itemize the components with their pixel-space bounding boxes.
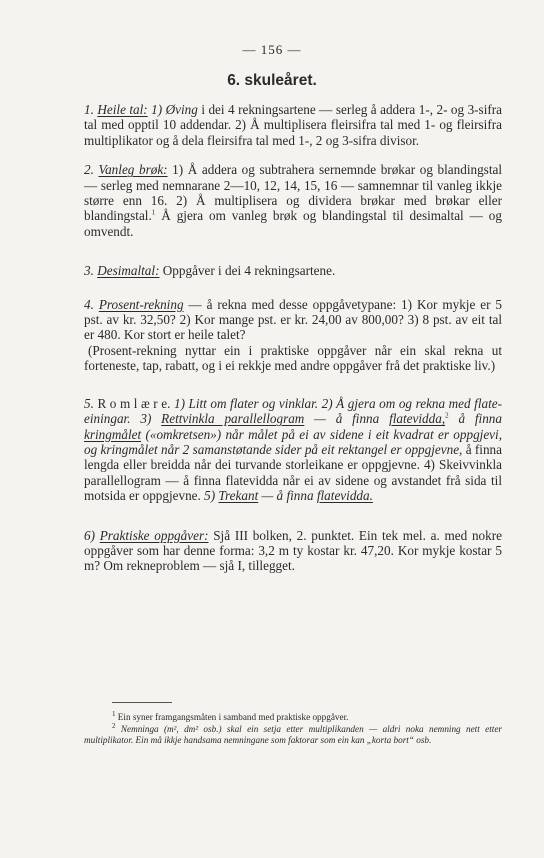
section-3 <box>84 263 502 278</box>
footnote-mark: 2 <box>112 721 116 730</box>
footnote-text: Nemninga (m², dm² osb.) skal ein setja etter multiplikanden — aldri noka nemning nett etter multiplikator. Ein må ikkje handsama nemningane som faktorar som ein kan „korta bort“ osb. <box>84 723 502 745</box>
footnote-1 <box>84 709 502 724</box>
text-run: Sjå III bolken, 2. punktet. Ein tek mel. a. med nokre oppgåver som har denne forma: 3,2 m ty kostar kr. 47,20. Kor mykje kostar 5 m? Om rekneproblem — sjå I, tillegget. <box>84 527 502 574</box>
section-extra: (Prosent-rekning nyttar ein i praktiske oppgåver når ein skal rekna ut forteneste, tap, rabatt, og i ei rekkje med andre oppgåver frå det praktiske liv.) <box>84 342 502 374</box>
section-number: 2. <box>84 162 99 178</box>
section-text <box>84 162 502 239</box>
footnote-2 <box>84 721 502 747</box>
footnote-ref: 2 <box>445 411 449 420</box>
section-text <box>84 102 502 148</box>
section-title: Praktiske oppgåver: <box>99 527 209 543</box>
section-number: 3. <box>84 263 98 279</box>
footnote-text: Ein syner framgangsmåten i samband med praktiske oppgåver. <box>115 712 349 722</box>
section-text <box>84 297 502 343</box>
section-number: 1. <box>84 102 98 117</box>
footnote-mark: 1 <box>112 709 116 718</box>
text-run: 1) Litt om flater og vinklar. 2) Å gjera om og rekna med flate-einingar. 3) <box>84 395 503 427</box>
text-run: Rettvinkla parallellogram <box>161 411 305 427</box>
section-4 <box>84 297 502 374</box>
text-run: 1) Å addera og subtrahera sernemnde brøkar og blandingstal — serleg med nemnarane 2—10, 12, 14, 15, 16 — samnemnar til vanleg ikkje større enn 16. 2) Å multiplisera og dividera brøkar med brøkar eller blandingstal. <box>84 162 502 224</box>
text-run: — å rekna med desse oppgåvetypane: 1) Kor mykje er 5 pst. av kr. 32,50? 2) Kor mange pst. er kr. 24,00 av 800,00? 3) 8 pst. av eit tal er 480. Kor stort er heile talet? <box>84 296 502 343</box>
text-run: å finna <box>448 411 502 427</box>
section-number: 4. <box>84 296 99 312</box>
text-run: Trekant <box>218 488 259 504</box>
text-run: («omkretsen») når målet på ei av sidene i eit kvadrat er oppgjevi, og kringmålet når 2 samanstøtande sider på eit rektangel er oppgjevne, <box>84 426 502 457</box>
section-title: R o m l æ r e. <box>97 395 171 411</box>
section-title: Prosent-rekning <box>98 296 184 312</box>
text-run: 5) <box>204 488 219 504</box>
footnote-rule <box>112 702 172 703</box>
section-title: Vanleg brøk: <box>98 162 168 178</box>
chapter-heading: 6. skuleåret. <box>227 72 317 89</box>
page-body <box>84 102 502 574</box>
footnote-ref: 1 <box>151 209 156 218</box>
page-number: — 156 — <box>242 42 302 57</box>
text-run: — å finna <box>304 411 390 427</box>
text-run: Oppgåver i dei 4 rekningsartene. <box>159 263 336 279</box>
section-number: 5. <box>84 395 98 411</box>
text-run: — å finna <box>258 488 317 504</box>
section-text <box>84 528 502 574</box>
text-run: 1) Øving <box>151 102 198 117</box>
section-text <box>84 396 502 504</box>
text-run: flatevidda. <box>316 488 373 504</box>
text-run: å finna lengda eller breidda når dei turvande storleikane er oppgjevne. 4) Skeivvinkla parallellogram — å finna flatevidda når ei av sidene og avstandet frå sida til motsida er oppgjevne. <box>84 441 503 504</box>
text-run: Å gjera om vanleg brøk og blandingstal til desimaltal — og omvendt. <box>84 208 502 239</box>
section-2 <box>84 162 502 239</box>
text-run: flatevidda, <box>389 411 446 427</box>
section-1 <box>84 102 502 148</box>
section-number: 6) <box>84 527 100 543</box>
section-text <box>84 263 502 278</box>
section-6 <box>84 528 502 574</box>
footnotes <box>84 709 502 747</box>
section-title: Heile tal: <box>97 102 148 117</box>
section-5 <box>84 396 502 504</box>
text-run: kringmålet <box>84 426 142 442</box>
section-title: Desimaltal: <box>97 263 160 279</box>
text-run: i dei 4 rekningsartene — serleg å addera 1-, 2- og 3-sifra tal med opptil 10 addendar. 2) Å multiplisera fleirsifra tal med 1- og fleirsifra multiplikator og å dela fleirsifra tal med 1-, 2 og 3-sifra divisor. <box>84 102 502 148</box>
